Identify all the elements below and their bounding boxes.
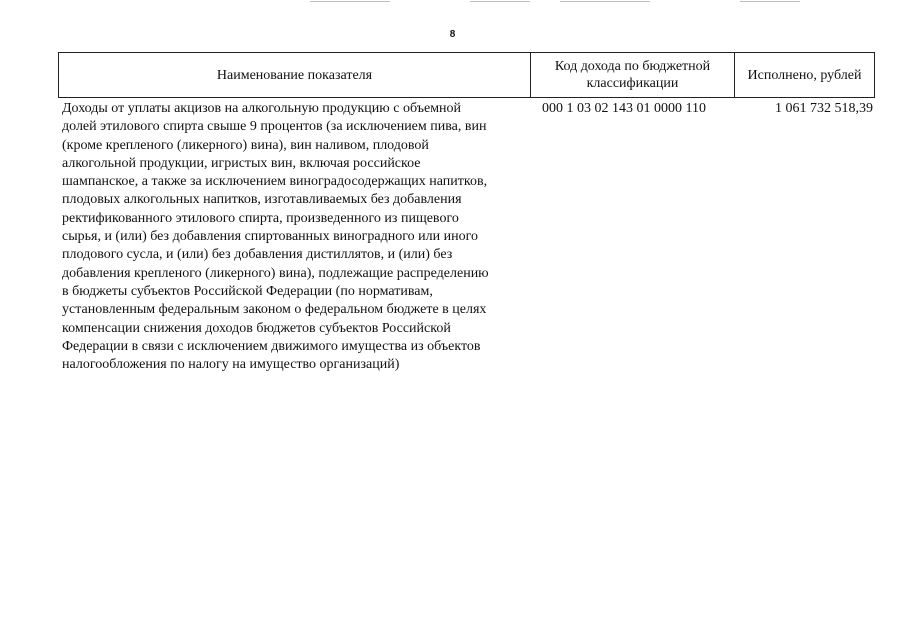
scan-artifact-line <box>740 1 800 2</box>
table-row <box>58 100 875 374</box>
header-indicator-name: Наименование показателя <box>59 53 531 97</box>
row-executed-amount: 1 061 732 518,39 <box>775 101 873 116</box>
scan-artifact-line <box>470 1 530 2</box>
header-budget-code: Код дохода по бюджетной классификации <box>531 53 735 97</box>
header-executed-rubles: Исполнено, рублей <box>747 67 862 83</box>
scan-artifact-line <box>310 1 390 2</box>
scan-artifact-line <box>560 1 650 2</box>
row-description: Доходы от уплаты акцизов на алкогольную продукцию с объемной долей этилового спирта свыше 9 процентов (за исключением пива, вин (кроме крепленого (ликерного) вина), вин наливом, плодовой алкогольной продукции, игристых вин, включая российское шампанское, а также за исключением виноградосодержащих напитков, плодовых алкогольных напитков, изготавливаемых без добавления ректификованного этилового спирта, произведенного из пищевого сырья, и (или) без добавления спиртованных виноградного или иного плодового сусла, и (или) без добавления дистиллятов, и (или) без добавления крепленого (ликерного) вина), подлежащие распределению в бюджеты субъектов Российской Федерации (по нормативам, установленным федеральным законом о федеральном бюджете в целях компенсации снижения доходов бюджетов субъектов Российской Федерации в связи с исключением движимого имущества из объектов налогообложения по налогу на имущество организаций) <box>62 101 489 373</box>
row-budget-code: 000 1 03 02 143 01 0000 110 <box>542 101 706 116</box>
page-number: 8 <box>449 29 456 40</box>
table-header <box>58 52 875 98</box>
